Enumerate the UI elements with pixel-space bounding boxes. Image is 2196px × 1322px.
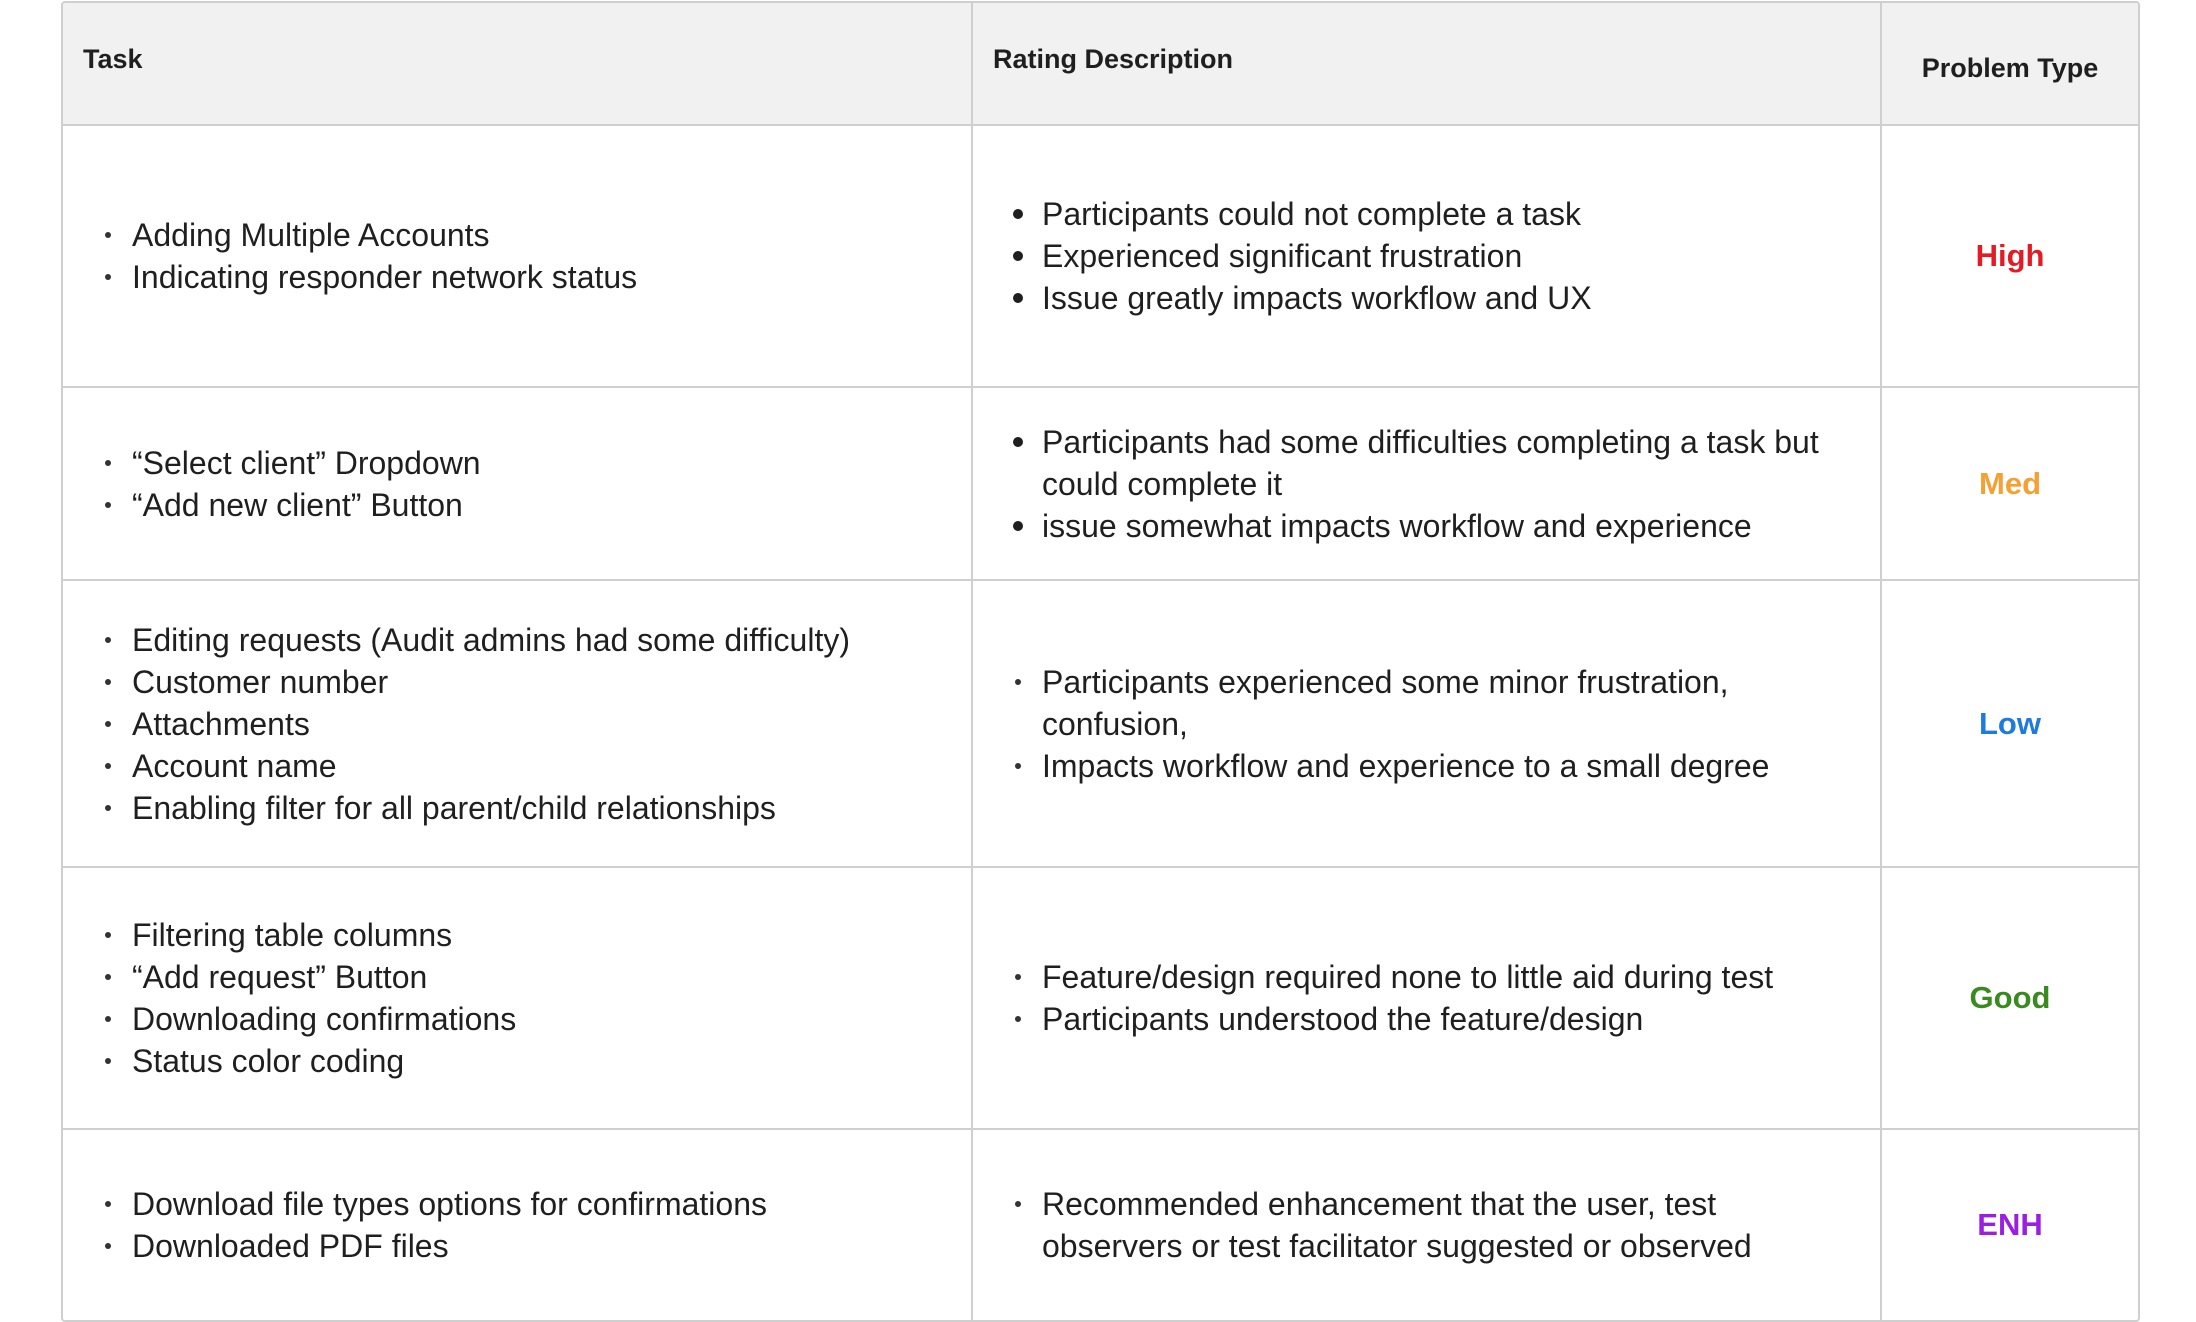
rating-table bbox=[61, 1, 2140, 1322]
task-item: Editing requests (Audit admins had some difficulty) bbox=[63, 619, 971, 661]
task-item: Filtering table columns bbox=[63, 914, 971, 956]
table-row-enh bbox=[63, 1129, 2138, 1320]
table-row-low bbox=[63, 580, 2138, 867]
header-row bbox=[63, 3, 2138, 125]
task-cell bbox=[63, 125, 972, 387]
task-item: “Add request” Button bbox=[63, 956, 971, 998]
task-item: Downloaded PDF files bbox=[63, 1225, 971, 1267]
task-item: Enabling filter for all parent/child relationships bbox=[63, 787, 971, 829]
task-item: “Add new client” Button bbox=[63, 484, 971, 526]
task-item: Customer number bbox=[63, 661, 971, 703]
description-item: Issue greatly impacts workflow and UX bbox=[973, 277, 1880, 319]
description-item: Recommended enhancement that the user, test observers or test facilitator suggested or observed bbox=[973, 1183, 1880, 1267]
task-cell bbox=[63, 580, 972, 867]
description-cell bbox=[972, 387, 1881, 580]
description-cell bbox=[972, 1129, 1881, 1320]
task-item: Download file types options for confirmations bbox=[63, 1183, 971, 1225]
description-item: Participants could not complete a task bbox=[973, 193, 1880, 235]
task-item: “Select client” Dropdown bbox=[63, 442, 971, 484]
task-item: Status color coding bbox=[63, 1040, 971, 1082]
description-item: Participants experienced some minor frustration, confusion, bbox=[973, 661, 1880, 745]
task-cell bbox=[63, 387, 972, 580]
description-item: Participants had some difficulties completing a task but could complete it bbox=[973, 421, 1880, 505]
task-cell bbox=[63, 867, 972, 1129]
table-row-med bbox=[63, 387, 2138, 580]
task-item: Indicating responder network status bbox=[63, 256, 971, 298]
table-row-high bbox=[63, 125, 2138, 387]
description-item: issue somewhat impacts workflow and experience bbox=[973, 505, 1880, 547]
table-row-good bbox=[63, 867, 2138, 1129]
task-cell bbox=[63, 1129, 972, 1320]
problem-type-med: Med bbox=[1881, 387, 2138, 580]
problem-type-good: Good bbox=[1881, 867, 2138, 1129]
description-cell bbox=[972, 125, 1881, 387]
header-problem-type: Problem Type bbox=[1881, 3, 2138, 125]
description-cell bbox=[972, 867, 1881, 1129]
description-item: Experienced significant frustration bbox=[973, 235, 1880, 277]
problem-type-low: Low bbox=[1881, 580, 2138, 867]
description-item: Impacts workflow and experience to a small degree bbox=[973, 745, 1880, 787]
description-item: Feature/design required none to little aid during test bbox=[973, 956, 1880, 998]
task-item: Attachments bbox=[63, 703, 971, 745]
task-item: Adding Multiple Accounts bbox=[63, 214, 971, 256]
task-item: Downloading confirmations bbox=[63, 998, 971, 1040]
problem-type-high: High bbox=[1881, 125, 2138, 387]
problem-type-enh: ENH bbox=[1977, 1207, 2043, 1242]
description-item: Participants understood the feature/design bbox=[973, 998, 1880, 1040]
description-cell bbox=[972, 580, 1881, 867]
task-item: Account name bbox=[63, 745, 971, 787]
severity-table bbox=[63, 3, 2138, 1320]
header-task: Task bbox=[63, 3, 972, 125]
header-rating-description: Rating Description bbox=[972, 3, 1881, 125]
